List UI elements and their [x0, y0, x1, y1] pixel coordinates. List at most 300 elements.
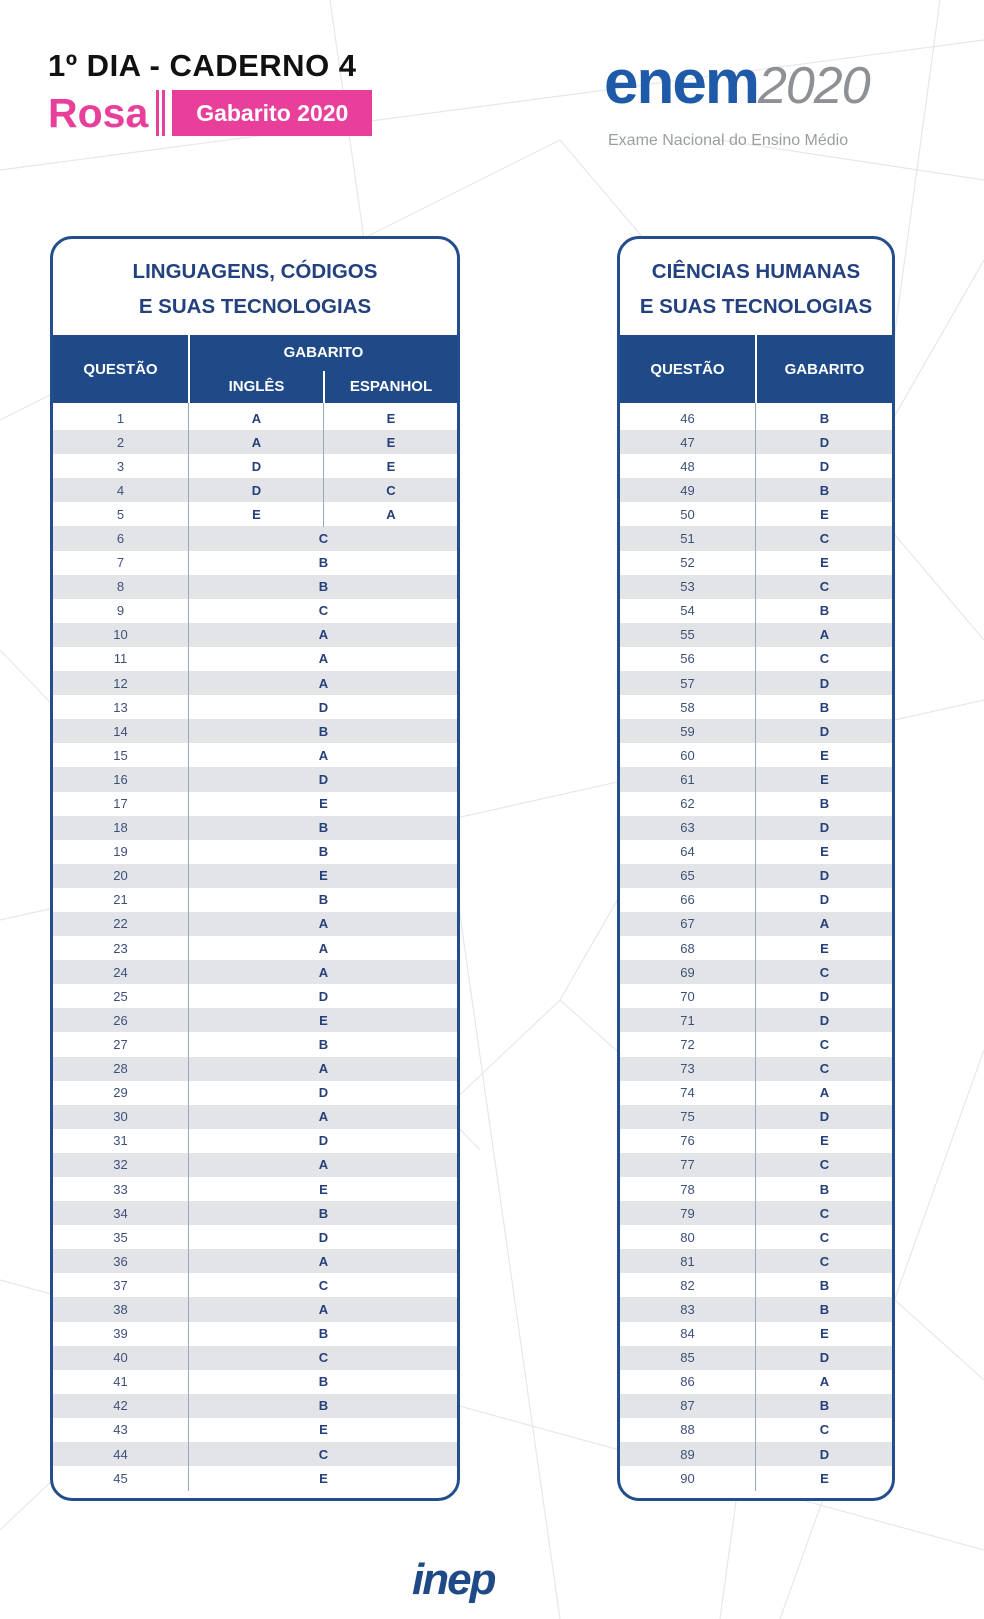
question-number: 53	[680, 579, 695, 595]
answer-letter: A	[318, 651, 329, 667]
question-number: 37	[113, 1277, 128, 1293]
answer-letter: C	[819, 1253, 830, 1269]
answer-letter: B	[819, 603, 830, 619]
humanities-answer-table	[617, 236, 895, 1501]
question-number: 72	[680, 1036, 695, 1052]
table-row	[53, 1081, 457, 1105]
table-row	[620, 551, 892, 575]
languages-title-line1: LINGUAGENS, CÓDIGOS	[132, 260, 378, 283]
answer-letter: A	[318, 627, 329, 643]
humanities-title-line2: E SUAS TECNOLOGIAS	[639, 295, 873, 318]
table-row	[53, 1442, 457, 1466]
answer-letter: D	[819, 820, 830, 836]
table-row	[620, 912, 892, 936]
answer-letter: C	[819, 964, 830, 980]
answer-letter: C	[318, 603, 329, 619]
question-number: 85	[680, 1350, 695, 1366]
table-row	[620, 1225, 892, 1249]
question-number: 88	[680, 1422, 695, 1438]
question-number: 41	[113, 1374, 128, 1390]
table-row	[620, 647, 892, 671]
inep-logo-text: inep	[412, 1555, 495, 1604]
question-number: 47	[680, 434, 695, 450]
question-number: 49	[680, 482, 695, 498]
question-number: 38	[113, 1301, 128, 1317]
enem-logo-subtitle: Exame Nacional do Ensino Médio	[608, 132, 849, 149]
table-row	[53, 1273, 457, 1297]
table-row	[620, 888, 892, 912]
question-number: 29	[113, 1085, 128, 1101]
question-number: 65	[680, 868, 695, 884]
answer-letter: A	[318, 675, 329, 691]
table-row	[620, 1394, 892, 1418]
table-row	[53, 1201, 457, 1225]
table-row	[620, 1057, 892, 1081]
question-number: 32	[113, 1157, 128, 1173]
table-row	[620, 1370, 892, 1394]
table-row	[620, 502, 892, 526]
question-number: 28	[113, 1061, 128, 1077]
answer-letter: A	[318, 1253, 329, 1269]
column-header-question: QUESTÃO	[650, 360, 725, 378]
table-row	[53, 478, 457, 502]
question-number: 56	[680, 651, 695, 667]
question-number: 39	[113, 1326, 128, 1342]
question-number: 20	[113, 868, 128, 884]
question-number: 14	[113, 723, 128, 739]
question-number: 26	[113, 1012, 128, 1028]
languages-title-line2: E SUAS TECNOLOGIAS	[138, 295, 372, 318]
question-number: 36	[113, 1253, 128, 1269]
question-number: 62	[680, 796, 695, 811]
answer-letter: B	[318, 820, 329, 836]
table-row	[53, 454, 457, 478]
table-row	[53, 406, 457, 430]
question-number: 74	[680, 1085, 695, 1101]
question-number: 71	[680, 1012, 695, 1028]
question-number: 46	[680, 410, 695, 426]
answer-spanish: C	[386, 482, 396, 498]
question-number: 55	[680, 627, 695, 643]
answer-letter: D	[819, 723, 830, 739]
question-number: 70	[680, 988, 695, 1004]
question-number: 27	[113, 1036, 128, 1052]
column-header-answer: GABARITO	[784, 360, 865, 378]
question-number: 64	[680, 844, 695, 860]
answer-letter: A	[318, 1157, 329, 1173]
table-row	[53, 526, 457, 550]
table-row	[620, 960, 892, 984]
table-row	[53, 1418, 457, 1442]
languages-table-title	[53, 239, 457, 335]
table-row	[620, 671, 892, 695]
table-row	[53, 1105, 457, 1129]
answer-letter: D	[318, 771, 329, 787]
table-row	[53, 816, 457, 840]
answer-letter: B	[318, 723, 329, 739]
table-row	[620, 526, 892, 550]
table-row	[620, 864, 892, 888]
answer-spanish: E	[386, 434, 396, 450]
table-row	[53, 647, 457, 671]
table-row	[620, 1177, 892, 1201]
answer-english: A	[251, 410, 262, 426]
answer-letter: D	[819, 1446, 830, 1462]
table-row	[53, 888, 457, 912]
humanities-table-body	[620, 403, 892, 1490]
table-row	[620, 454, 892, 478]
answer-letter: D	[819, 1350, 830, 1366]
question-number: 4	[116, 482, 125, 498]
answer-letter: D	[318, 1085, 329, 1101]
table-row	[53, 1346, 457, 1370]
question-number: 11	[113, 651, 128, 667]
language-divider	[323, 403, 324, 527]
humanities-table-title	[620, 239, 892, 335]
table-row	[53, 1322, 457, 1346]
enem-logo-year: 2020	[757, 57, 870, 115]
answer-letter: C	[819, 1229, 830, 1245]
column-header-spanish: ESPANHOL	[349, 377, 433, 395]
answer-english: A	[251, 434, 262, 450]
table-row	[620, 840, 892, 864]
answer-letter: D	[318, 988, 329, 1004]
answer-letter: B	[318, 892, 329, 908]
question-number: 80	[680, 1229, 695, 1245]
answer-letter: A	[819, 627, 830, 643]
answer-letter: B	[819, 1301, 830, 1317]
table-row	[620, 1249, 892, 1273]
question-number: 81	[680, 1253, 695, 1269]
answer-letter: A	[819, 1085, 830, 1101]
question-number: 12	[113, 675, 128, 691]
answer-letter: C	[819, 651, 830, 667]
answer-letter: C	[819, 1422, 830, 1438]
answer-letter: C	[819, 530, 830, 546]
answer-letter: A	[318, 940, 329, 956]
answer-letter: D	[318, 699, 329, 715]
column-header-answer: GABARITO	[283, 343, 364, 361]
answer-letter: D	[819, 458, 830, 474]
question-number: 77	[680, 1157, 695, 1173]
answer-letter: D	[819, 988, 830, 1004]
table-row	[620, 575, 892, 599]
table-row	[620, 406, 892, 430]
question-number: 2	[116, 434, 125, 450]
question-number: 7	[116, 555, 125, 571]
question-number: 60	[680, 747, 695, 763]
question-number: 89	[680, 1446, 695, 1462]
column-divider	[755, 403, 756, 1491]
question-number: 48	[680, 458, 695, 474]
answer-letter: C	[318, 1446, 329, 1462]
question-number: 68	[680, 940, 695, 956]
question-number: 35	[113, 1229, 128, 1245]
table-row	[53, 1129, 457, 1153]
exam-header	[48, 48, 372, 136]
table-row	[53, 864, 457, 888]
table-row	[53, 840, 457, 864]
table-row	[620, 1129, 892, 1153]
booklet-color-row	[48, 90, 372, 136]
answer-letter: E	[820, 1470, 829, 1486]
question-number: 84	[680, 1326, 695, 1342]
question-number: 31	[113, 1133, 128, 1149]
table-row	[620, 623, 892, 647]
answer-spanish: E	[386, 458, 396, 474]
table-row	[53, 984, 457, 1008]
question-number: 10	[113, 627, 128, 643]
answer-letter: A	[318, 747, 329, 763]
question-number: 76	[680, 1133, 695, 1149]
question-number: 58	[680, 699, 695, 715]
question-number: 17	[113, 796, 128, 811]
languages-table-header	[53, 335, 457, 403]
table-row	[620, 816, 892, 840]
answer-letter: E	[820, 940, 829, 956]
answer-letter: E	[319, 868, 328, 884]
answer-english: D	[251, 482, 262, 498]
question-number: 3	[116, 458, 125, 474]
question-number: 66	[680, 892, 695, 908]
table-row	[53, 551, 457, 575]
humanities-table-header	[620, 335, 892, 403]
answer-letter: D	[819, 1012, 830, 1028]
table-row	[53, 671, 457, 695]
answer-spanish: E	[386, 410, 396, 426]
answer-letter: B	[819, 1398, 830, 1414]
question-number: 43	[113, 1422, 128, 1438]
question-number: 75	[680, 1109, 695, 1125]
table-row	[53, 430, 457, 454]
table-row	[53, 1032, 457, 1056]
table-row	[53, 1008, 457, 1032]
question-number: 87	[680, 1398, 695, 1414]
answer-letter: E	[319, 1012, 328, 1028]
question-number: 1	[116, 410, 125, 426]
table-row	[53, 1225, 457, 1249]
answer-letter: B	[819, 1181, 830, 1197]
answer-letter: A	[318, 1109, 329, 1125]
table-row	[620, 1201, 892, 1225]
answer-letter: A	[819, 1374, 830, 1390]
answer-letter: E	[820, 506, 829, 522]
answer-letter: E	[820, 844, 829, 860]
table-row	[620, 767, 892, 791]
table-row	[620, 1442, 892, 1466]
answer-letter: C	[819, 1061, 830, 1077]
table-row	[53, 912, 457, 936]
question-number: 23	[113, 940, 128, 956]
answer-letter: C	[819, 1205, 830, 1221]
answer-letter: E	[319, 1422, 328, 1438]
answer-letter: E	[319, 1470, 328, 1486]
question-number: 57	[680, 675, 695, 691]
answer-letter: D	[318, 1133, 329, 1149]
answer-letter: B	[318, 1205, 329, 1221]
answer-letter: E	[820, 1133, 829, 1149]
answer-letter: C	[318, 1350, 329, 1366]
question-number: 52	[680, 555, 695, 571]
answer-letter: B	[819, 410, 830, 426]
table-row	[53, 695, 457, 719]
table-row	[620, 792, 892, 816]
answer-letter: B	[318, 1326, 329, 1342]
table-row	[620, 1032, 892, 1056]
answer-letter: C	[318, 1277, 329, 1293]
table-row	[620, 1322, 892, 1346]
answer-letter: B	[318, 1036, 329, 1052]
table-row	[620, 743, 892, 767]
table-row	[53, 1057, 457, 1081]
answer-letter: E	[820, 555, 829, 571]
answer-letter: B	[819, 482, 830, 498]
answer-key-badge: Gabarito 2020	[172, 90, 372, 136]
table-row	[620, 719, 892, 743]
table-row	[620, 984, 892, 1008]
table-row	[620, 1081, 892, 1105]
table-row	[620, 1466, 892, 1490]
question-number: 6	[116, 530, 125, 546]
question-number: 90	[680, 1470, 695, 1486]
answer-letter: A	[318, 964, 329, 980]
question-number: 44	[113, 1446, 128, 1462]
table-row	[53, 1370, 457, 1394]
languages-table-body	[53, 403, 457, 1490]
table-row	[53, 792, 457, 816]
humanities-title-line1: CIÊNCIAS HUMANAS	[651, 260, 861, 283]
booklet-color-name: Rosa	[48, 90, 149, 136]
question-number: 83	[680, 1301, 695, 1317]
question-number: 42	[113, 1398, 128, 1414]
question-number: 21	[113, 892, 128, 908]
question-number: 79	[680, 1205, 695, 1221]
question-number: 13	[113, 699, 128, 715]
question-number: 61	[680, 771, 695, 787]
exam-day-title: 1º DIA - CADERNO 4	[48, 48, 357, 83]
question-number: 18	[113, 820, 128, 836]
question-number: 54	[680, 603, 695, 619]
answer-letter: D	[318, 1229, 329, 1245]
answer-letter: A	[819, 916, 830, 932]
answer-letter: D	[819, 868, 830, 884]
table-row	[620, 936, 892, 960]
answer-english: E	[252, 506, 261, 522]
question-number: 69	[680, 964, 695, 980]
answer-letter: D	[819, 892, 830, 908]
question-number: 51	[680, 530, 695, 546]
answer-letter: B	[819, 796, 830, 811]
table-row	[53, 575, 457, 599]
table-row	[620, 1346, 892, 1370]
table-row	[620, 1297, 892, 1321]
question-number: 30	[113, 1109, 128, 1125]
answer-english: D	[251, 458, 262, 474]
column-header-question: QUESTÃO	[83, 360, 158, 378]
answer-spanish: A	[386, 506, 396, 522]
table-row	[53, 719, 457, 743]
answer-letter: A	[318, 1061, 329, 1077]
table-row	[53, 1153, 457, 1177]
column-header-english: INGLÊS	[228, 377, 285, 395]
answer-letter: E	[319, 1181, 328, 1197]
question-number: 82	[680, 1277, 695, 1293]
answer-letter: E	[820, 1326, 829, 1342]
answer-letter: B	[318, 844, 329, 860]
answer-letter: B	[318, 1398, 329, 1414]
answer-letter: B	[318, 1374, 329, 1390]
decorative-bars	[156, 90, 168, 136]
answer-letter: C	[819, 579, 830, 595]
answer-letter: E	[820, 747, 829, 763]
answer-letter: D	[819, 434, 830, 450]
answer-letter: A	[318, 1301, 329, 1317]
question-number: 33	[113, 1181, 128, 1197]
table-row	[53, 623, 457, 647]
languages-answer-table	[50, 236, 460, 1501]
table-row	[53, 936, 457, 960]
table-row	[620, 599, 892, 623]
question-number: 86	[680, 1374, 695, 1390]
table-row	[620, 1418, 892, 1442]
question-number: 5	[116, 506, 125, 522]
enem-logo	[604, 50, 904, 150]
question-number: 40	[113, 1350, 128, 1366]
answer-letter: B	[819, 1277, 830, 1293]
table-row	[53, 1177, 457, 1201]
answer-letter: B	[819, 699, 830, 715]
table-row	[620, 1008, 892, 1032]
question-number: 73	[680, 1061, 695, 1077]
question-number: 25	[113, 988, 128, 1004]
answer-letter: E	[319, 796, 328, 811]
answer-letter: D	[819, 1109, 830, 1125]
table-row	[53, 1466, 457, 1490]
question-number: 15	[113, 747, 128, 763]
table-row	[53, 1297, 457, 1321]
table-row	[620, 1273, 892, 1297]
answer-letter: C	[819, 1157, 830, 1173]
table-row	[53, 960, 457, 984]
table-row	[53, 502, 457, 526]
question-number: 67	[680, 916, 695, 932]
question-number: 24	[113, 964, 128, 980]
column-divider	[188, 403, 189, 1491]
table-row	[53, 1249, 457, 1273]
question-number: 50	[680, 506, 695, 522]
question-number: 22	[113, 916, 128, 932]
answer-letter: B	[318, 555, 329, 571]
answer-letter: D	[819, 675, 830, 691]
question-number: 78	[680, 1181, 695, 1197]
table-row	[620, 1105, 892, 1129]
question-number: 9	[116, 603, 125, 619]
answer-letter: C	[318, 530, 329, 546]
table-row	[53, 767, 457, 791]
table-row	[53, 599, 457, 623]
answer-letter: C	[819, 1036, 830, 1052]
table-row	[620, 430, 892, 454]
table-row	[53, 1394, 457, 1418]
question-number: 34	[113, 1205, 128, 1221]
answer-letter: E	[820, 771, 829, 787]
table-row	[620, 1153, 892, 1177]
table-row	[620, 695, 892, 719]
question-number: 19	[113, 844, 128, 860]
answer-letter: A	[318, 916, 329, 932]
question-number: 16	[113, 771, 128, 787]
inep-logo	[412, 1555, 538, 1604]
